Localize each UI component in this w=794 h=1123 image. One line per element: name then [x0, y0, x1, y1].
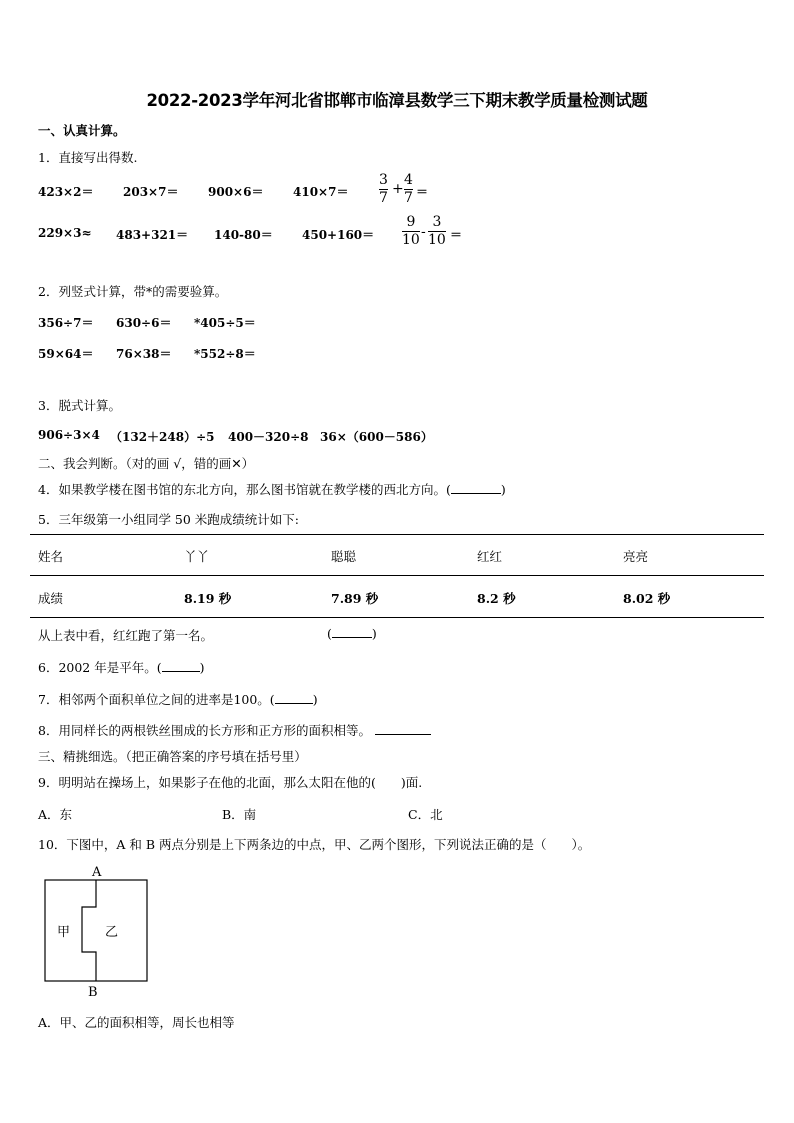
q1-frac2-b	[428, 214, 446, 249]
q3-item2: （132＋248）÷5	[110, 430, 215, 444]
q1-label: 1．直接写出得数.	[38, 150, 138, 165]
q1-frac2-eq: ＝	[450, 228, 463, 242]
q1-frac1-b	[404, 172, 413, 207]
table-header-cell: 亮亮	[623, 549, 649, 564]
q8-statement: 8．用同样长的两根铁丝围成的长方形和正方形的面积相等。	[38, 723, 371, 738]
figure-label-a: A	[92, 865, 102, 880]
table-header-cell: 丫丫	[184, 549, 210, 564]
table-header-cell: 红红	[477, 549, 503, 564]
q2-r1-item2: 630÷6＝	[116, 316, 172, 330]
q1-frac2-op: -	[421, 224, 426, 240]
q10-figure	[40, 862, 154, 1002]
q5-paren-open: (	[327, 626, 332, 641]
q1-r2-item4: 450+160＝	[302, 228, 375, 242]
table-mid-rule	[30, 575, 764, 576]
q8-answer-blank[interactable]	[375, 723, 431, 735]
q2-r1-item3: *405÷5＝	[194, 316, 256, 330]
frac-numerator: 9	[406, 214, 416, 230]
q3-item3: 400－320÷8	[228, 430, 309, 444]
q7-answer-blank[interactable]	[275, 692, 313, 704]
q1-r1-item3: 900×6＝	[208, 185, 264, 199]
q2-r2-item1: 59×64＝	[38, 347, 94, 361]
q9-option-b[interactable]: B．南	[222, 807, 257, 822]
q4-answer-blank[interactable]	[451, 482, 501, 494]
q3-item1: 906÷3×4	[38, 428, 100, 442]
q1-r2-item3: 140-80＝	[214, 228, 273, 242]
q1-frac1-eq: ＝	[416, 185, 429, 199]
q6-text	[38, 658, 205, 676]
q1-r2-item2: 483+321＝	[116, 228, 189, 242]
q1-frac1-op: +	[392, 181, 404, 197]
q4-statement: 4．如果教学楼在图书馆的东北方向，那么图书馆就在教学楼的西北方向。(	[38, 482, 451, 497]
table-top-rule	[30, 534, 764, 535]
q2-r1-item1: 356÷7＝	[38, 316, 94, 330]
frac-denominator: 10	[402, 232, 420, 248]
q7-text	[38, 690, 318, 708]
q5-answer-blank[interactable]	[332, 626, 372, 638]
q2-r2-item2: 76×38＝	[116, 347, 172, 361]
q1-frac2-a	[402, 214, 420, 249]
q5-paren-close: )	[371, 626, 377, 641]
q2-r2-item3: *552÷8＝	[194, 347, 256, 361]
section-3-heading: 三、精挑细选。（把正确答案的序号填在括号里）	[38, 749, 307, 764]
q2-label: 2．列竖式计算，带*的需要验算。	[38, 284, 228, 299]
table-cell: 7.89 秒	[331, 591, 379, 606]
table-cell: 8.19 秒	[184, 591, 232, 606]
frac-numerator: 4	[404, 172, 413, 188]
q3-item4: 36×（600－586）	[320, 430, 433, 444]
q6-answer-blank[interactable]	[162, 660, 200, 672]
q9-text: 9．明明站在操场上，如果影子在他的北面，那么太阳在他的( )面.	[38, 775, 423, 790]
q7-statement: 7．相邻两个面积单位之间的进率是100。(	[38, 692, 275, 707]
q10-text: 10．下图中，A 和 B 两点分别是上下两条边的中点，甲、乙两个图形，下列说法正确的是（ ）。	[38, 837, 591, 852]
table-header-cell: 姓名	[38, 549, 64, 564]
frac-denominator: 7	[379, 190, 388, 206]
q10-option-a[interactable]: A．甲、乙的面积相等，周长也相等	[38, 1015, 235, 1030]
figure-label-yi: 乙	[105, 925, 119, 940]
figure-label-jia: 甲	[57, 925, 71, 940]
frac-denominator: 10	[428, 232, 446, 248]
frac-denominator: 7	[404, 190, 413, 206]
q7-close: )	[312, 692, 318, 707]
q3-label: 3．脱式计算。	[38, 398, 121, 413]
q1-r1-item2: 203×7＝	[123, 185, 179, 199]
q8-text	[38, 721, 431, 739]
frac-numerator: 3	[379, 172, 388, 188]
q5-label: 5．三年级第一小组同学 50 米跑成绩统计如下:	[38, 512, 300, 527]
q1-r1-item1: 423×2＝	[38, 185, 94, 199]
q4-text	[38, 480, 506, 498]
table-header-cell: 聪聪	[331, 549, 357, 564]
q6-statement: 6．2002 年是平年。(	[38, 660, 162, 675]
section-1-heading: 一、认真计算。	[38, 123, 126, 138]
figure-label-b: B	[88, 985, 98, 1000]
q1-r2-item1: 229×3≈	[38, 226, 92, 240]
q9-option-c[interactable]: C．北	[408, 807, 443, 822]
q5-answer	[327, 626, 377, 641]
q1-r1-item4: 410×7＝	[293, 185, 349, 199]
q6-close: )	[199, 660, 205, 675]
section-2-heading: 二、我会判断。（对的画 √，错的画✕）	[38, 456, 255, 471]
q5-statement: 从上表中看，红红跑了第一名。	[38, 628, 214, 643]
q9-option-a[interactable]: A．东	[38, 807, 73, 822]
table-bottom-rule	[30, 617, 764, 618]
q1-frac1-a	[379, 172, 388, 207]
table-cell: 8.2 秒	[477, 591, 516, 606]
table-cell: 成绩	[38, 591, 64, 606]
table-cell: 8.02 秒	[623, 591, 671, 606]
frac-numerator: 3	[432, 214, 442, 230]
page-title: 2022-2023学年河北省邯郸市临漳县数学三下期末教学质量检测试题	[146, 91, 648, 110]
q4-close: )	[500, 482, 506, 497]
figure-divider-line	[82, 880, 96, 981]
